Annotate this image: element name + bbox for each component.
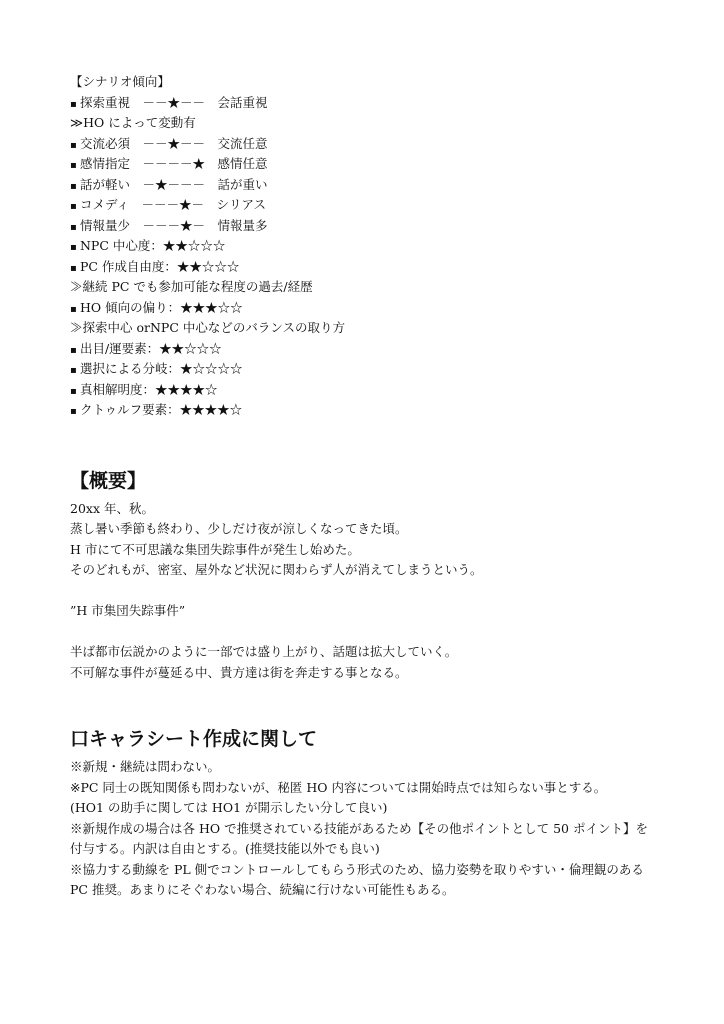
charsheet-title: 口キャラシート作成に関して: [70, 728, 318, 750]
overview-line: 20xx 年、秋。: [70, 500, 154, 516]
trend-item-exploration: ▪ 探索重視 －－★－－ 会話重視: [70, 93, 670, 114]
overview-line: 不可解な事件が蔓延る中、貴方達は街を奔走する事となる。: [70, 664, 408, 680]
overview-body: [70, 499, 670, 684]
trend-item-luck: ▪ 出目/運要素：★★☆☆☆: [70, 339, 670, 360]
charsheet-line: 付与する。内訳は自由とする。(推奨技能以外でも良い): [70, 841, 380, 856]
trend-note-continuing: ≫継続 PC でも参加可能な程度の過去/経歴: [70, 279, 313, 294]
trend-note-balance: ≫探索中心 orNPC 中心などのバランスの取り方: [70, 320, 345, 335]
overview-title: 【概要】: [70, 469, 147, 492]
overview-quote: ”H 市集団失踪事件”: [70, 603, 186, 618]
trend-item-comedy: ▪ コメディ －－－★－ シリアス: [70, 195, 670, 216]
trends-header: 【シナリオ傾向】: [70, 74, 170, 89]
charsheet-line: ※協力する動線を PL 側でコントロールしてもらう形式のため、協力姿勢を取りやすい・倫理観のある: [70, 861, 644, 877]
trends-list: [70, 93, 670, 421]
overview-blank: [70, 622, 670, 643]
trend-item-info: ▪ 情報量少 －－－★－ 情報量多: [70, 216, 670, 237]
trend-item-tone: ▪ 話が軽い －★－－－ 話が重い: [70, 175, 670, 196]
charsheet-line: ※新規・継続は問わない。: [70, 759, 221, 774]
overview-line: H 市にて不可思議な集団失踪事件が発生し始めた。: [70, 541, 360, 557]
charsheet-body: [70, 757, 670, 901]
trend-item-truth: ▪ 真相解明度：★★★★☆: [70, 380, 670, 401]
trend-item-pc-freedom: ▪ PC 作成自由度：★★☆☆☆: [70, 257, 670, 278]
overview-line: そのどれもが、密室、屋外など状況に関わらず人が消えてしまうという。: [70, 562, 483, 577]
charsheet-line: (HO1 の助手に関しては HO1 が開示したい分して良い): [70, 800, 388, 815]
document-page: [70, 72, 670, 901]
trend-item-interaction: ▪ 交流必須 －－★－－ 交流任意: [70, 134, 670, 155]
trend-item-emotion: ▪ 感情指定 －－－－★ 感情任意: [70, 154, 670, 175]
trend-item-npc: ▪ NPC 中心度：★★☆☆☆: [70, 236, 670, 257]
trend-item-ho-bias: ▪ HO 傾向の偏り：★★★☆☆: [70, 298, 670, 319]
trend-item-branching: ▪ 選択による分岐：★☆☆☆☆: [70, 359, 670, 380]
overview-line: 半ば都市伝説かのように一部では盛り上がり、話題は拡大していく。: [70, 644, 458, 659]
charsheet-line: ※PC 同士の既知関係も問わないが、秘匿 HO 内容については開始時点では知らない事とする。: [70, 779, 607, 795]
charsheet-line: PC 推奨。あまりにそぐわない場合、続編に行けない可能性もある。: [70, 882, 455, 897]
charsheet-line: ※新規作成の場合は各 HO で推奨されている技能があるため【その他ポイントとして 50 ポイント】を: [70, 820, 648, 836]
trend-note-ho: ≫HO によって変動有: [70, 115, 196, 130]
overview-blank: [70, 581, 670, 602]
overview-line: 蒸し暑い季節も終わり、少しだけ夜が涼しくなってきた頃。: [70, 521, 408, 536]
trend-item-cthulhu: ▪ クトゥルフ要素：★★★★☆: [70, 400, 670, 421]
